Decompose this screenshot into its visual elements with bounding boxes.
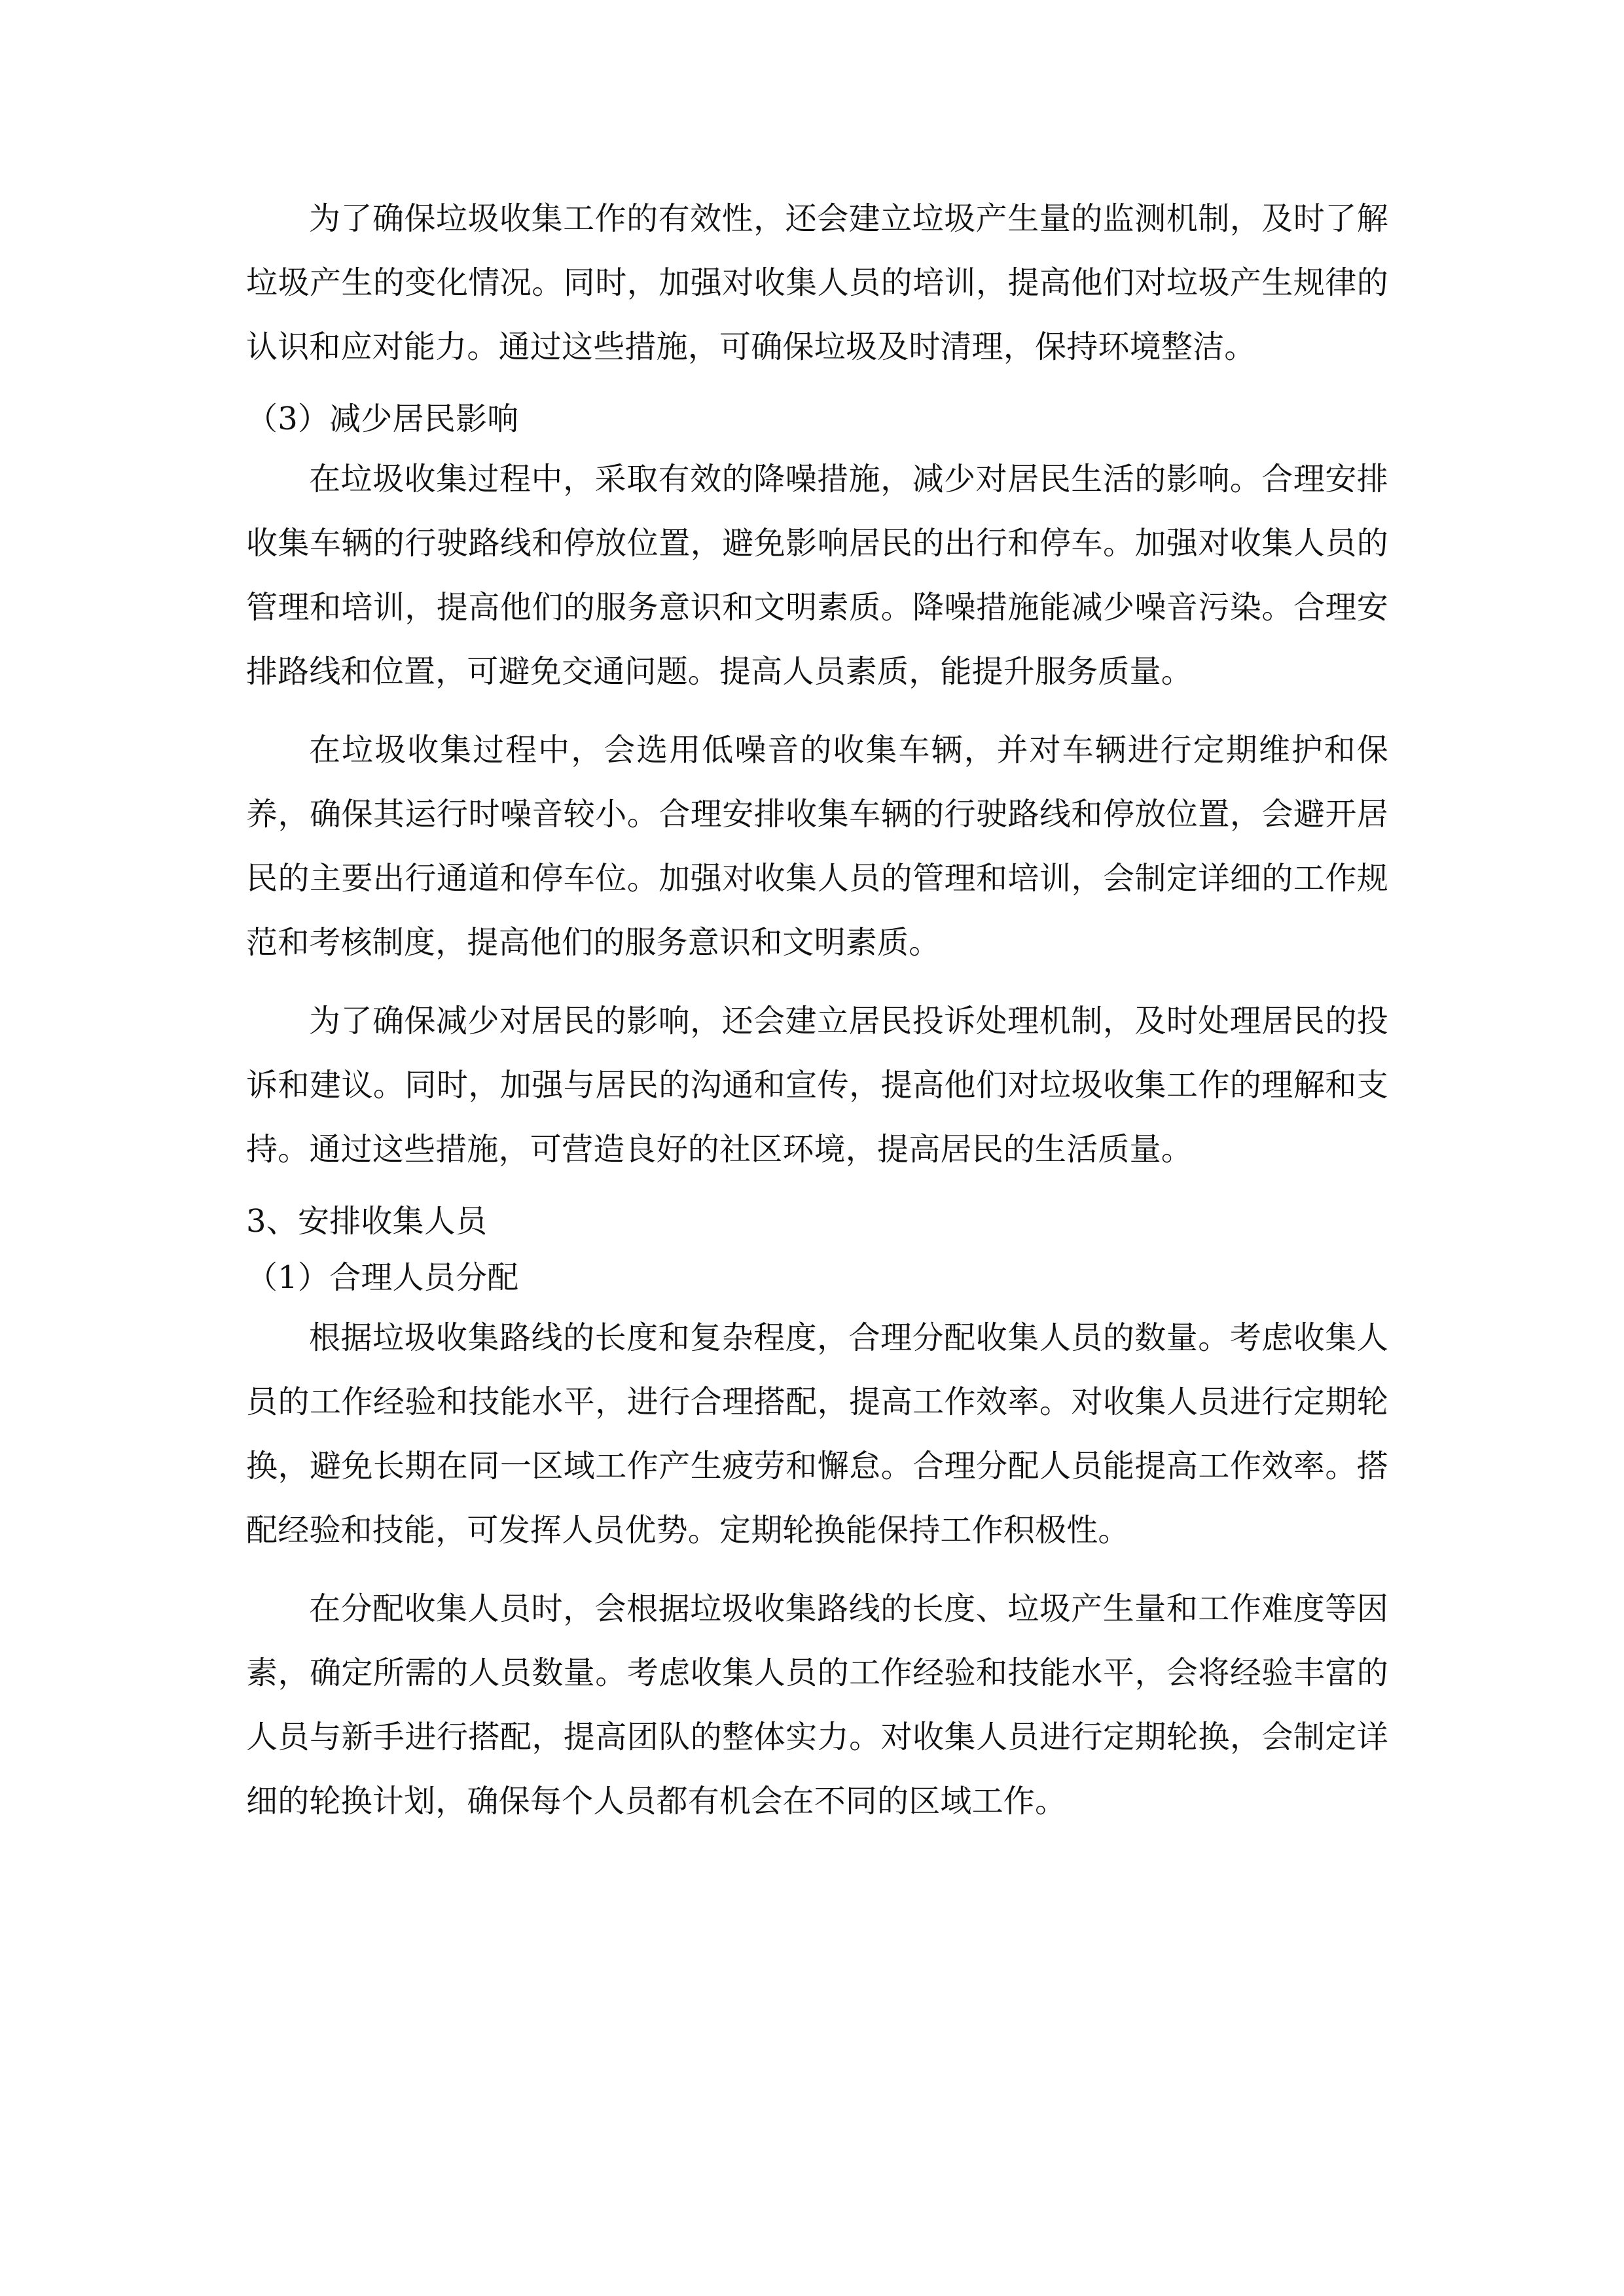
paragraph-monitoring: 为了确保垃圾收集工作的有效性，还会建立垃圾产生量的监测机制，及时了解垃圾产生的变化情况。同时，加强对收集人员的培训，提高他们对垃圾产生规律的认识和应对能力。通过这些措施，可确保垃圾及时清理，保持环境整洁。 [246, 200, 1388, 365]
subheading-reduce-resident-impact: （3）减少居民影响 [246, 401, 519, 437]
paragraph-complaint-mechanism: 为了确保减少对居民的影响，还会建立居民投诉处理机制，及时处理居民的投诉和建议。同时，加强与居民的沟通和宣传，提高他们对垃圾收集工作的理解和支持。通过这些措施，可营造良好的社区环境，提高居民的生活质量。 [246, 1003, 1388, 1168]
paragraph-noise-reduction: 在垃圾收集过程中，采取有效的降噪措施，减少对居民生活的影响。合理安排收集车辆的行驶路线和停放位置，避免影响居民的出行和停车。加强对收集人员的管理和培训，提高他们的服务意识和文明素质。降噪措施能减少噪音污染。合理安排路线和位置，可避免交通问题。提高人员素质，能提升服务质量。 [246, 461, 1388, 690]
subheading-staff-allocation: （1）合理人员分配 [246, 1259, 519, 1296]
paragraph-gap [246, 704, 1388, 718]
paragraph-gap [246, 975, 1388, 989]
paragraph-low-noise-vehicles: 在垃圾收集过程中，会选用低噪音的收集车辆，并对车辆进行定期维护和保养，确保其运行时噪音较小。合理安排收集车辆的行驶路线和停放位置，会避开居民的主要出行通道和停车位。加强对收集人员的管理和培训，会制定详细的工作规范和考核制度，提高他们的服务意识和文明素质。 [246, 732, 1388, 961]
paragraph-gap [246, 1181, 1388, 1193]
paragraph-gap [246, 379, 1388, 391]
paragraph-staff-allocation: 根据垃圾收集路线的长度和复杂程度，合理分配收集人员的数量。考虑收集人员的工作经验和技能水平，进行合理搭配，提高工作效率。对收集人员进行定期轮换，避免长期在同一区域工作产生疲劳和懈怠。合理分配人员能提高工作效率。搭配经验和技能，可发挥人员优势。定期轮换能保持工作积极性。 [246, 1319, 1388, 1549]
section-heading-arrange-staff: 3、安排收集人员 [246, 1203, 488, 1240]
paragraph-staff-rotation: 在分配收集人员时，会根据垃圾收集路线的长度、垃圾产生量和工作难度等因素，确定所需的人员数量。考虑收集人员的工作经验和技能水平，会将经验丰富的人员与新手进行搭配，提高团队的整体实力。对收集人员进行定期轮换，会制定详细的轮换计划，确保每个人员都有机会在不同的区域工作。 [246, 1590, 1388, 1820]
paragraph-gap [246, 1562, 1388, 1577]
document-body [246, 187, 1388, 1833]
